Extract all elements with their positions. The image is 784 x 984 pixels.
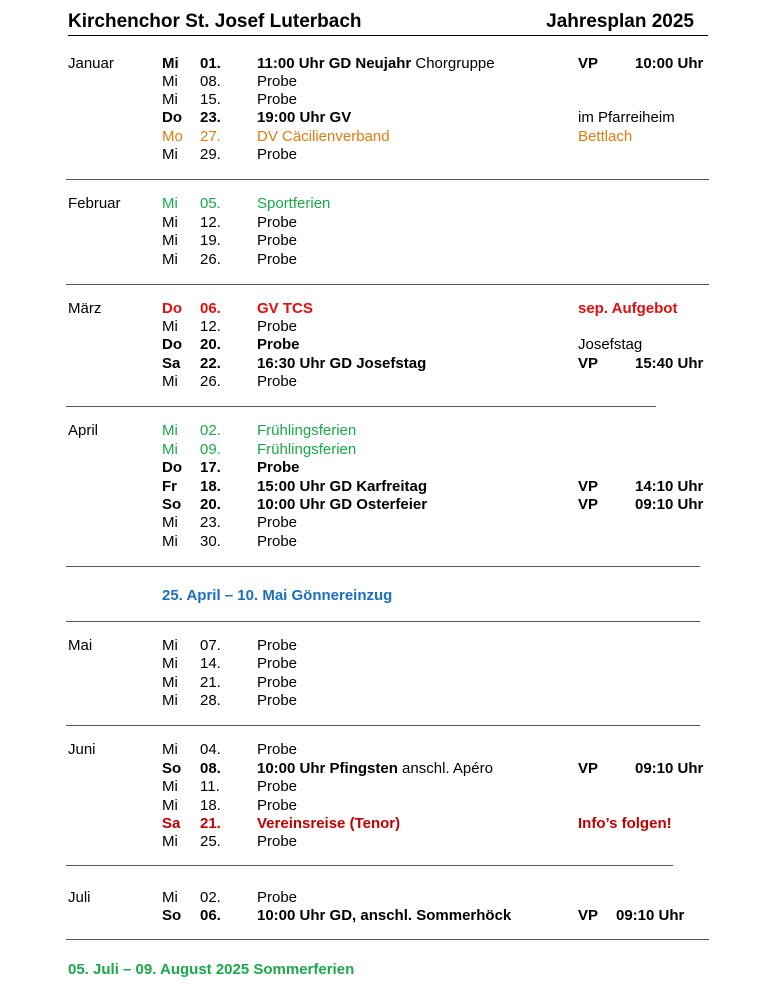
date: 06. [200,300,221,317]
date: 22. [200,355,221,372]
date: 02. [200,889,221,906]
divider [66,725,700,726]
event: Probe [257,674,298,691]
date: 18. [200,478,221,495]
sommerferien-note: 05. Juli – 09. August 2025 Sommerferien [68,961,355,978]
weekday: Fr [162,478,177,495]
weekday: Mi [162,441,178,458]
vp-time: 14:10 Uhr [635,478,704,495]
extra-info: Info’s folgen! [578,815,672,832]
vp-time: 09:10 Uhr [635,760,704,777]
divider [66,621,700,622]
event: 10:00 Uhr Pfingsten anschl. Apéro [257,760,493,777]
month-label: Juli [68,889,91,906]
weekday: Mi [162,833,178,850]
weekday: Mi [162,73,178,90]
document-year-title: Jahresplan 2025 [546,11,694,32]
weekday: Do [162,459,182,476]
event: Frühlingsferien [257,441,357,458]
event: Probe [257,373,298,390]
weekday: Mi [162,778,178,795]
event: 19:00 Uhr GV [257,109,352,126]
date: 20. [200,496,221,513]
date: 01. [200,55,221,72]
vp-time: 15:40 Uhr [635,355,704,372]
event: GV TCS [257,300,313,317]
event: Probe [257,73,298,90]
date: 28. [200,692,221,709]
weekday: Mi [162,318,178,335]
event: Probe [257,797,298,814]
weekday: Mi [162,797,178,814]
date: 17. [200,459,221,476]
month-label: Mai [68,637,93,654]
weekday: Mi [162,55,179,72]
event: Probe [257,232,298,249]
weekday: Mi [162,214,178,231]
event: 10:00 Uhr GD Osterfeier [257,496,428,513]
event: Probe [257,318,298,335]
weekday: Mi [162,91,178,108]
event: Probe [257,637,298,654]
event: Probe [257,459,300,476]
divider [66,406,656,407]
date: 15. [200,91,221,108]
header [68,11,708,36]
weekday: Do [162,109,182,126]
event: 11:00 Uhr GD Neujahr Chorgruppe [257,55,495,72]
event: Probe [257,251,298,268]
divider [66,865,673,866]
month-label: April [68,422,99,439]
extra-info: Josefstag [578,336,643,353]
event: DV Cäcilienverband [257,128,390,145]
event: Probe [257,91,298,108]
weekday: Sa [162,815,181,832]
date: 29. [200,146,221,163]
divider [66,284,709,285]
weekday: Mi [162,232,178,249]
weekday: Mi [162,422,178,439]
event: Probe [257,336,300,353]
date: 09. [200,441,221,458]
date: 27. [200,128,221,145]
date: 21. [200,815,221,832]
weekday: Mi [162,195,178,212]
vp-label: VP [578,355,599,372]
weekday: Mi [162,514,178,531]
event: Probe [257,778,298,795]
event: Frühlingsferien [257,422,357,439]
divider [66,179,709,180]
event-note: anschl. Apéro [397,760,493,777]
weekday: So [162,760,182,777]
weekday: Mi [162,373,178,390]
date: 11. [200,778,220,795]
date: 02. [200,422,221,439]
weekday: Mi [162,637,178,654]
weekday: Do [162,336,182,353]
vp-time: 09:10 Uhr [635,496,704,513]
event: Probe [257,889,298,906]
weekday: Do [162,300,182,317]
event: Probe [257,833,298,850]
weekday: Mi [162,146,178,163]
event: 15:00 Uhr GD Karfreitag [257,478,428,495]
event: Probe [257,514,298,531]
month-label: Februar [68,195,121,212]
weekday: Sa [162,355,181,372]
date: 04. [200,741,221,758]
event: Probe [257,741,298,758]
date: 23. [200,109,221,126]
date: 20. [200,336,221,353]
date: 19. [200,232,221,249]
weekday: Mi [162,533,178,550]
date: 26. [200,251,221,268]
weekday: Mi [162,674,178,691]
vp-label: VP [578,496,599,513]
date: 08. [200,73,221,90]
date: 12. [200,214,221,231]
weekday: Mo [162,128,183,145]
date: 08. [200,760,221,777]
event: Probe [257,146,298,163]
month-label: Juni [68,741,96,758]
event: Sportferien [257,195,331,212]
event: Probe [257,533,298,550]
vp-label: VP [578,907,599,924]
event: 10:00 Uhr GD, anschl. Sommerhöck [257,907,512,924]
vp-label: VP [578,760,599,777]
divider [66,939,709,940]
weekday: Mi [162,692,178,709]
vp-time: 09:10 Uhr [616,907,685,924]
date: 26. [200,373,221,390]
document-title: Kirchenchor St. Josef Luterbach [68,11,362,32]
goenner-note: 25. April – 10. Mai Gönnereinzug [162,587,393,604]
date: 12. [200,318,221,335]
vp-time: 10:00 Uhr [635,55,704,72]
month-label: Januar [68,55,114,72]
date: 30. [200,533,221,550]
date: 07. [200,637,221,654]
event-note: Chorgruppe [411,55,495,72]
event: Probe [257,214,298,231]
weekday: Mi [162,741,178,758]
vp-label: VP [578,478,599,495]
month-label: März [68,300,102,317]
weekday: So [162,907,182,924]
date: 23. [200,514,221,531]
date: 21. [200,674,221,691]
date: 05. [200,195,221,212]
extra-info: sep. Aufgebot [578,300,678,317]
date: 25. [200,833,221,850]
weekday: Mi [162,251,178,268]
event: 16:30 Uhr GD Josefstag [257,355,427,372]
extra-info: im Pfarreiheim [578,109,675,126]
date: 06. [200,907,221,924]
divider [66,566,700,567]
weekday: So [162,496,182,513]
date: 14. [200,655,221,672]
weekday: Mi [162,655,178,672]
date: 18. [200,797,221,814]
event: Probe [257,692,298,709]
extra-info: Bettlach [578,128,633,145]
event: Probe [257,655,298,672]
event: Vereinsreise (Tenor) [257,815,401,832]
weekday: Mi [162,889,178,906]
vp-label: VP [578,55,599,72]
